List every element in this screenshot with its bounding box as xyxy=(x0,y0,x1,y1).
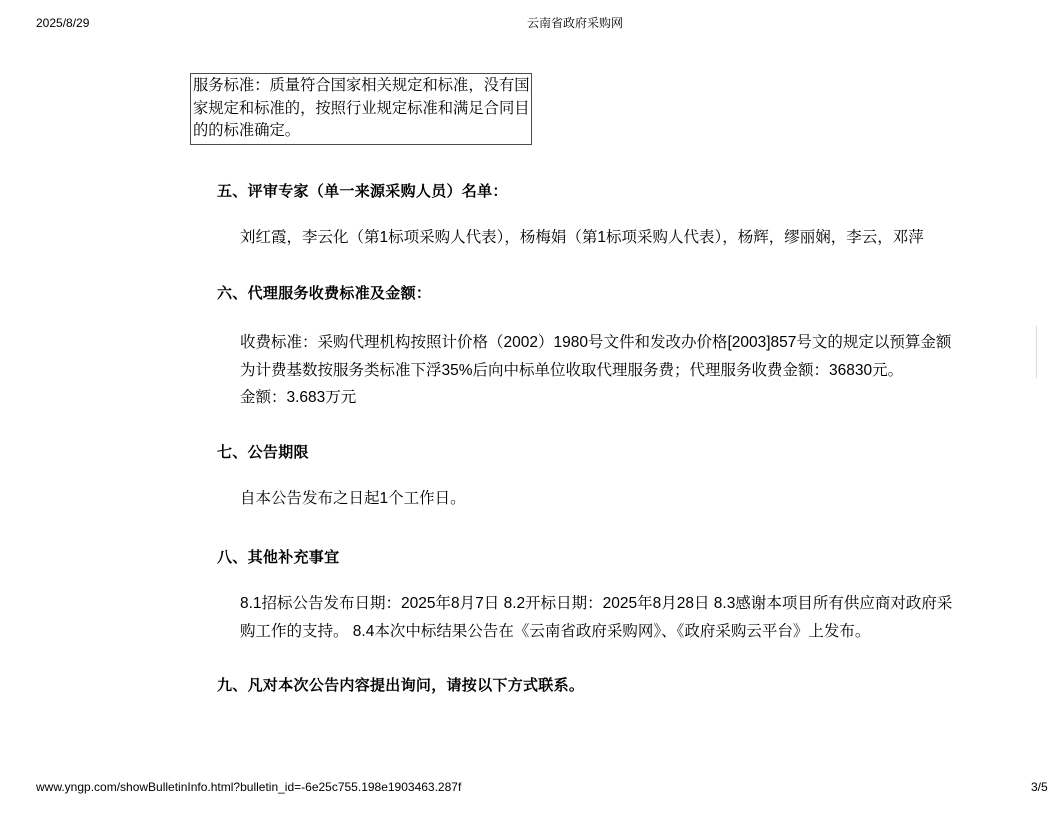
print-footer-page-number: 3/5 xyxy=(1031,780,1048,794)
supplementary-line: 购工作的支持。 8.4本次中标结果公告在《云南省政府采购网》、《政府采购云平台》上发布。 xyxy=(240,622,871,640)
section-9-heading: 九、凡对本次公告内容提出询问，请按以下方式联系。 xyxy=(217,677,585,694)
section-8-body xyxy=(240,590,952,645)
service-standard-line: 的的标准确定。 xyxy=(193,122,301,140)
print-header-date: 2025/8/29 xyxy=(36,16,90,30)
supplementary-line: 8.1招标公告发布日期：2025年8月7日 8.2开标日期：2025年8月28日 8.3感谢本项目所有供应商对政府采 xyxy=(240,595,953,612)
section-7-body: 自本公告发布之日起1个工作日。 xyxy=(240,490,466,507)
section-5-heading: 五、评审专家（单一来源采购人员）名单： xyxy=(217,183,508,200)
section-6-body xyxy=(240,329,951,412)
table-cell-right-border xyxy=(1036,326,1037,378)
print-footer-url: www.yngp.com/showBulletinInfo.html?bulletin_id=-6e25c755.198e1903463.287f xyxy=(36,780,462,794)
section-5-expert-names: 刘红霞，李云化（第1标项采购人代表），杨梅娟（第1标项采购人代表），杨辉，缪丽娴，李云，邓萍 xyxy=(240,229,924,246)
section-6-heading: 六、代理服务收费标准及金额： xyxy=(217,285,432,302)
print-header-title: 云南省政府采购网 xyxy=(527,16,624,30)
service-standard-cell xyxy=(190,73,532,145)
fee-standard-line: 收费标准：采购代理机构按照计价格（2002）1980号文件和发改办价格[2003]857号文的规定以预算金额 xyxy=(240,334,952,351)
fee-standard-line: 为计费基数按服务类标准下浮35%后向中标单位收取代理服务费；代理服务收费金额：36830元。 xyxy=(240,361,904,379)
service-standard-line: 服务标准：质量符合国家相关规定和标准，没有国 xyxy=(193,77,530,94)
section-8-heading: 八、其他补充事宜 xyxy=(217,549,340,566)
section-7-heading: 七、公告期限 xyxy=(217,444,309,461)
fee-amount-line: 金额：3.683万元 xyxy=(240,389,357,407)
service-standard-line: 家规定和标准的，按照行业规定标准和满足合同目 xyxy=(193,99,530,117)
